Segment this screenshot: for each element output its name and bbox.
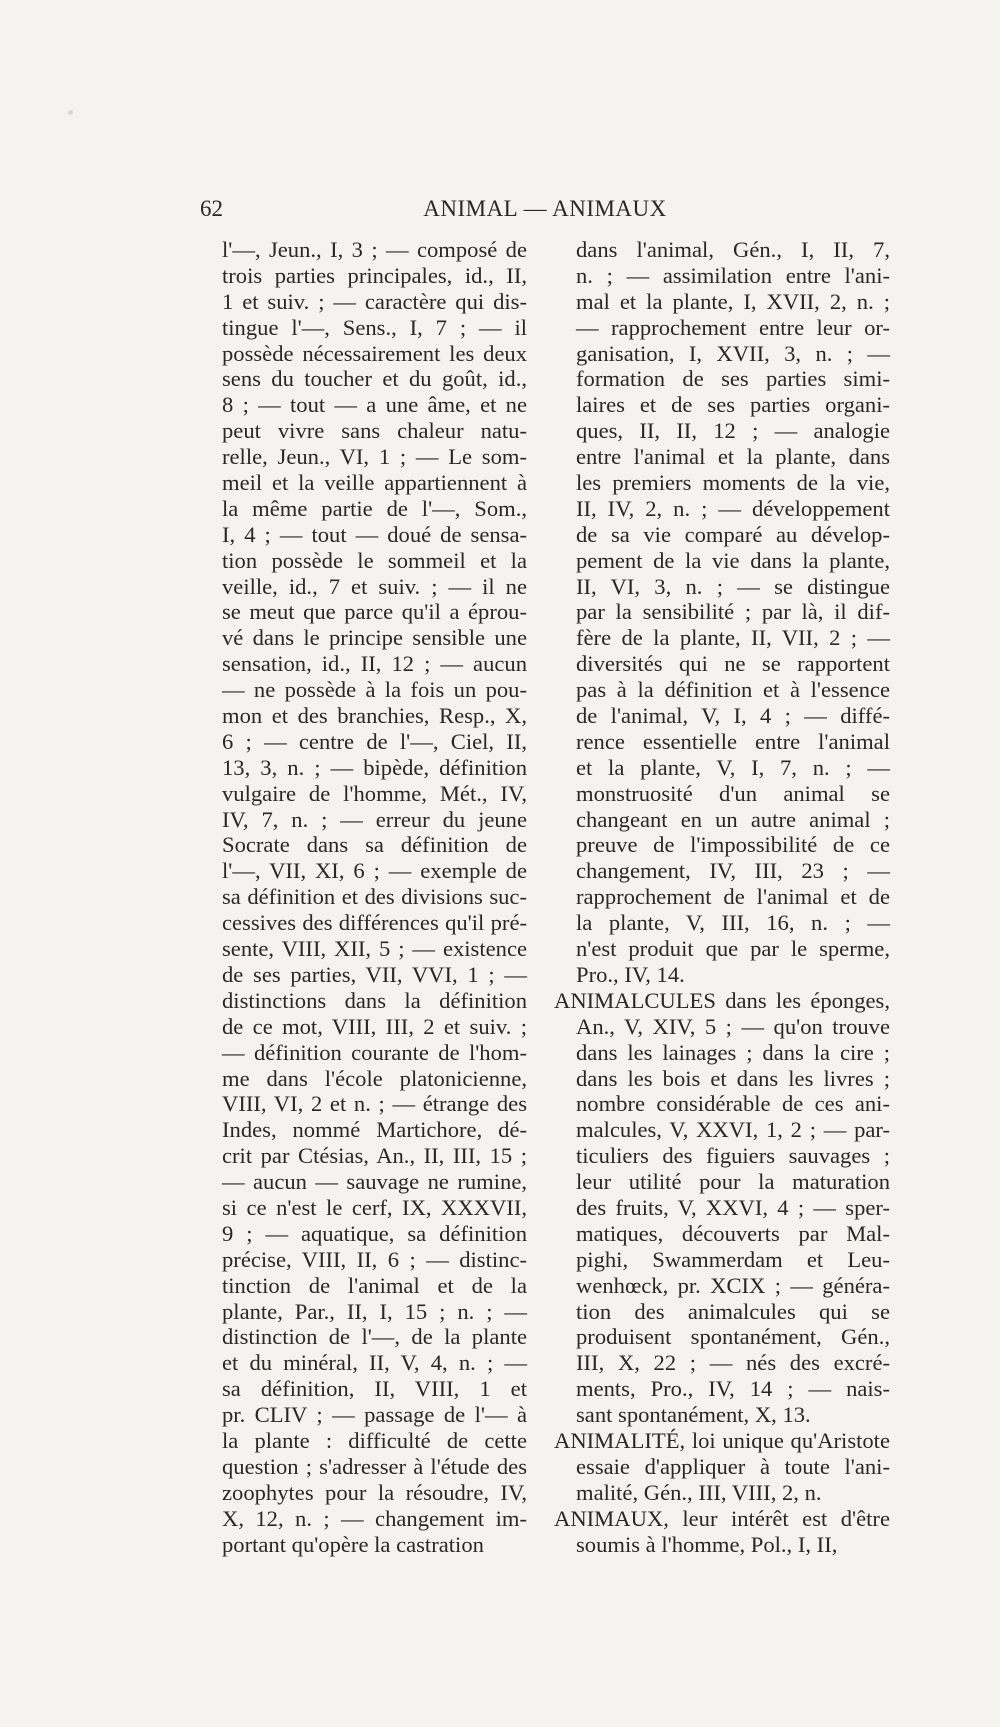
text-line: changeant en un autre animal ; (576, 806, 890, 832)
text-line: 1 et suiv. ; — caractère qui dis- (222, 288, 527, 314)
text-line: tion des animalcules qui se (576, 1298, 890, 1324)
text-line: si ce n'est le cerf, IX, XXXVII, (222, 1194, 527, 1220)
text-line: VIII, VI, 2 et n. ; — étrange des (222, 1091, 527, 1117)
text-line: — définition courante de l'hom- (222, 1039, 527, 1065)
text-line: les premiers moments de la vie, (576, 470, 890, 496)
text-line: me dans l'école platonicienne, (222, 1065, 527, 1091)
text-line: sensation, id., II, 12 ; — aucun (222, 651, 527, 677)
text-line: X, 12, n. ; — changement im- (222, 1505, 527, 1531)
text-line: et la plante, V, I, 7, n. ; — (576, 754, 890, 780)
text-line: rence essentielle entre l'animal (576, 728, 890, 754)
text-line: cessives des différences qu'il pré- (222, 910, 527, 936)
text-line: sa définition et des divisions suc- (222, 884, 527, 910)
text-line: dans les lainages ; dans la cire ; (576, 1039, 890, 1065)
text-line: matiques, découverts par Mal- (576, 1220, 890, 1246)
text-line: dans les bois et dans les livres ; (576, 1065, 890, 1091)
running-head: ANIMAL — ANIMAUX (423, 196, 667, 221)
text-line: malcules, V, XXVI, 1, 2 ; — par- (576, 1117, 890, 1143)
text-line: sa définition, II, VIII, 1 et (222, 1376, 527, 1402)
text-line: peut vivre sans chaleur natu- (222, 418, 527, 444)
text-line: ques, II, II, 12 ; — analogie (576, 418, 890, 444)
text-line: par la sensibilité ; par là, il dif- (576, 599, 890, 625)
text-line: wenhœck, pr. XCIX ; — généra- (576, 1272, 890, 1298)
text-line: II, IV, 2, n. ; — développement (576, 495, 890, 521)
text-line: An., V, XIV, 5 ; — qu'on trouve (576, 1013, 890, 1039)
text-line: de ses parties, VII, VVI, 1 ; — (222, 961, 527, 987)
text-line: 6 ; — centre de l'—, Ciel, II, (222, 728, 527, 754)
text-line: de sa vie comparé au dévelop- (576, 521, 890, 547)
text-line: pr. CLIV ; — passage de l'— à (222, 1402, 527, 1428)
text-line: tion possède le sommeil et la (222, 547, 527, 573)
text-line: 8 ; — tout — a une âme, et ne (222, 392, 527, 418)
text-line: ticuliers des figuiers sauvages ; (576, 1143, 890, 1169)
text-line: relle, Jeun., VI, 1 ; — Le som- (222, 444, 527, 470)
text-line: laires et de ses parties organi- (576, 392, 890, 418)
text-line: zoophytes pour la résoudre, IV, (222, 1479, 527, 1505)
text-line: l'—, VII, XI, 6 ; — exemple de (222, 858, 527, 884)
text-line: preuve de l'impossibilité de ce (576, 832, 890, 858)
text-line: sente, VIII, XII, 5 ; — existence (222, 936, 527, 962)
text-line: précise, VIII, II, 6 ; — distinc- (222, 1246, 527, 1272)
text-line: — rapprochement entre leur or- (576, 314, 890, 340)
text-line: diversités qui ne se rapportent (576, 651, 890, 677)
text-line: IV, 7, n. ; — erreur du jeune (222, 806, 527, 832)
text-line: essaie d'appliquer à toute l'ani- (576, 1453, 890, 1479)
text-line: produisent spontanément, Gén., (576, 1324, 890, 1350)
text-line: tinction de l'animal et de la (222, 1272, 527, 1298)
text-line: vulgaire de l'homme, Mét., IV, (222, 780, 527, 806)
text-line: I, 4 ; — tout — doué de sensa- (222, 521, 527, 547)
text-line: vé dans le principe sensible une (222, 625, 527, 651)
text-line: ANIMALITÉ, loi unique qu'Aristote (554, 1427, 890, 1453)
text-line: — aucun — sauvage ne rumine, (222, 1169, 527, 1195)
text-line: crit par Ctésias, An., II, III, 15 ; (222, 1143, 527, 1169)
text-line: veille, id., 7 et suiv. ; — il ne (222, 573, 527, 599)
text-line: dans l'animal, Gén., I, II, 7, (576, 237, 890, 262)
text-line: III, X, 22 ; — nés des excré- (576, 1350, 890, 1376)
text-line: ments, Pro., IV, 14 ; — nais- (576, 1376, 890, 1402)
text-line: 13, 3, n. ; — bipède, définition (222, 754, 527, 780)
text-line: ganisation, I, XVII, 3, n. ; — (576, 340, 890, 366)
text-line: de ce mot, VIII, III, 2 et suiv. ; (222, 1013, 527, 1039)
text-line: entre l'animal et la plante, dans (576, 444, 890, 470)
text-line: la même partie de l'—, Som., (222, 495, 527, 521)
text-line: sant spontanément, X, 13. (576, 1402, 811, 1428)
text-line: Indes, nommé Martichore, dé- (222, 1117, 527, 1143)
text-line: malité, Gén., III, VIII, 2, n. (576, 1479, 822, 1505)
text-line: pighi, Swammerdam et Leu- (576, 1246, 890, 1272)
text-line: distinction de l'—, de la plante (222, 1324, 527, 1350)
text-line: Socrate dans sa définition de (222, 832, 527, 858)
page-number: 62 (200, 196, 223, 221)
text-line: n'est produit que par le sperme, (576, 936, 890, 962)
text-line: la plante, V, III, 16, n. ; — (576, 910, 890, 936)
text-line: se meut que parce qu'il a éprou- (222, 599, 527, 625)
left-column (222, 237, 527, 1557)
text-line: n. ; — assimilation entre l'ani- (576, 262, 890, 288)
text-line: de l'animal, V, I, 4 ; — diffé- (576, 703, 890, 729)
text-line: soumis à l'homme, Pol., I, II, (576, 1531, 838, 1557)
text-line: plante, Par., II, I, 15 ; n. ; — (222, 1298, 527, 1324)
text-line: fère de la plante, II, VII, 2 ; — (576, 625, 890, 651)
text-line: distinctions dans la définition (222, 987, 527, 1013)
text-line: II, VI, 3, n. ; — se distingue (576, 573, 890, 599)
text-line: ANIMALCULES dans les éponges, (554, 987, 890, 1013)
text-line: meil et la veille appartiennent à (222, 470, 527, 496)
text-line: possède nécessairement les deux (222, 340, 527, 366)
text-line: mal et la plante, I, XVII, 2, n. ; (576, 288, 890, 314)
text-line: pement de la vie dans la plante, (576, 547, 890, 573)
text-line: leur utilité pour la maturation (576, 1169, 890, 1195)
text-line: monstruosité d'un animal se (576, 780, 890, 806)
text-line: mon et des branchies, Resp., X, (222, 703, 527, 729)
text-line: pas à la définition et à l'essence (576, 677, 890, 703)
text-line: l'—, Jeun., I, 3 ; — composé de (222, 237, 527, 262)
text-line: sens du toucher et du goût, id., (222, 366, 527, 392)
paper-speck (68, 110, 73, 115)
text-line: nombre considérable de ces ani- (576, 1091, 890, 1117)
text-line: la plante : difficulté de cette (222, 1427, 527, 1453)
text-line: trois parties principales, id., II, (222, 262, 527, 288)
text-line: ANIMAUX, leur intérêt est d'être (554, 1505, 890, 1531)
text-line: 9 ; — aquatique, sa définition (222, 1220, 527, 1246)
text-line: tingue l'—, Sens., I, 7 ; — il (222, 314, 527, 340)
text-line: et du minéral, II, V, 4, n. ; — (222, 1350, 527, 1376)
text-line: Pro., IV, 14. (576, 961, 685, 987)
right-column (554, 237, 890, 1557)
text-line: question ; s'adresser à l'étude des (222, 1453, 527, 1479)
text-line: rapprochement de l'animal et de (576, 884, 890, 910)
text-line: changement, IV, III, 23 ; — (576, 858, 890, 884)
text-line: portant qu'opère la castration (222, 1531, 484, 1557)
text-line: des fruits, V, XXVI, 4 ; — sper- (576, 1194, 890, 1220)
text-line: formation de ses parties simi- (576, 366, 890, 392)
text-line: — ne possède à la fois un pou- (222, 677, 527, 703)
page-header (200, 196, 890, 230)
